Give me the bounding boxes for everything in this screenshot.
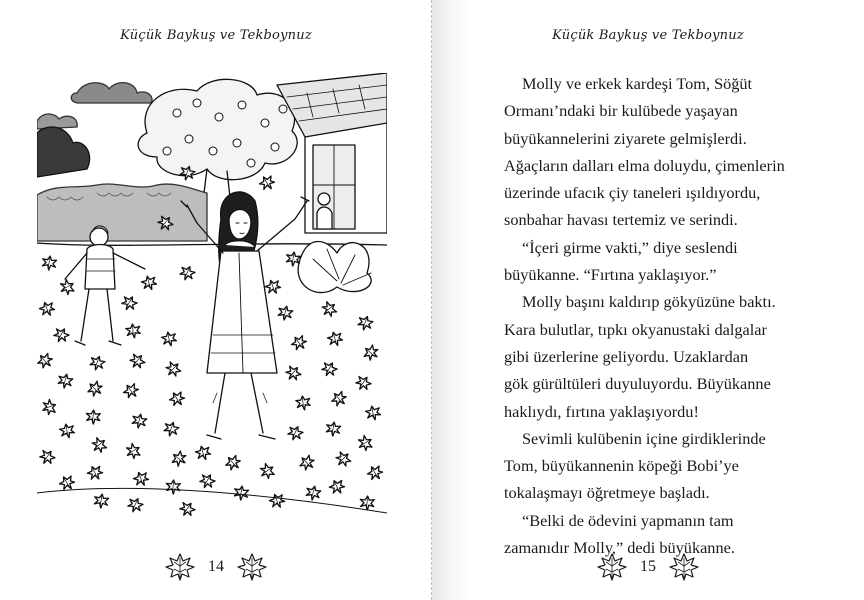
- right-page: [432, 0, 864, 600]
- text-line: haklıydı, fırtına yaklaşıyordu!: [504, 401, 699, 421]
- page-number: 14: [208, 558, 224, 575]
- text-line: Molly ve erkek kardeşi Tom, Söğüt: [522, 74, 753, 93]
- text-line: Tom, büyükannenin köpeği Bobi’ye: [504, 456, 739, 476]
- text-line: sonbahar havası tertemiz ve serindi.: [504, 210, 738, 230]
- text-line: büyükannelerini ziyarete gelmişlerdi.: [504, 128, 747, 148]
- page-number: 15: [640, 558, 656, 575]
- running-head-right: Küçük Baykuş ve Tekboynuz: [552, 28, 744, 43]
- text-line: Kara bulutlar, tıpkı okyanustaki dalgalar: [504, 319, 767, 339]
- text-line: tokalaşmayı öğretmeye başladı.: [504, 483, 710, 503]
- text-line: üzerinde ufacık çiy taneleri ışıldıyordu,: [504, 183, 761, 203]
- text-line: “Belki de ödevini yapmanın tam: [522, 510, 734, 530]
- text-line: gibi üzerlerine geliyordu. Uzaklardan: [504, 346, 749, 366]
- maple-leaf-icon: [668, 552, 700, 582]
- text-line: Ormanı’ndaki bir kulübede yaşayan: [504, 101, 738, 121]
- folio-left: [0, 552, 432, 582]
- folio-right: [432, 552, 864, 582]
- text-line: zamanıdır Molly,” dedi büyükanne.: [504, 538, 735, 558]
- running-head-left: Küçük Baykuş ve Tekboynuz: [120, 28, 312, 43]
- text-line: “İçeri girme vakti,” diye seslendi: [522, 237, 738, 257]
- text-line: Sevimli kulübenin içine girdiklerinde: [522, 428, 766, 448]
- maple-leaf-icon: [236, 552, 268, 582]
- text-line: gök gürültüleri duyuluyordu. Büyükanne: [504, 374, 771, 394]
- maple-leaf-icon: [596, 552, 628, 582]
- girl-in-autumn-leaves-illustration: [37, 73, 387, 519]
- text-line: büyükanne. “Fırtına yaklaşıyor.”: [504, 265, 717, 285]
- story-text: [504, 70, 834, 561]
- text-line: Molly başını kaldırıp gökyüzüne baktı.: [522, 292, 776, 312]
- text-line: Ağaçların dalları elma doluydu, çimenlerin: [504, 155, 785, 175]
- maple-leaf-icon: [164, 552, 196, 582]
